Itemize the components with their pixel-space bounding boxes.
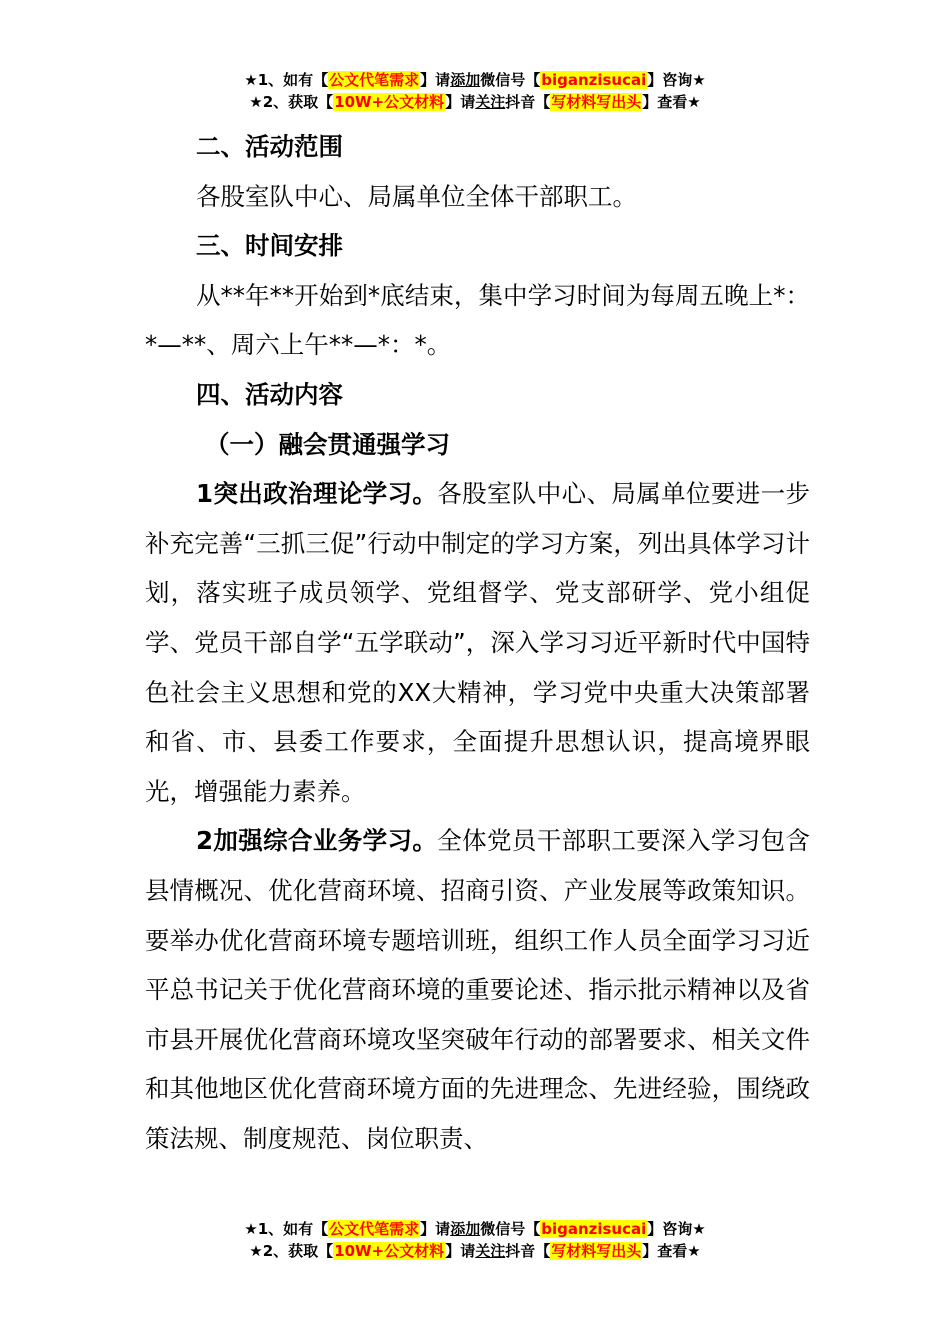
banner-highlight: 10W+公文材料: [334, 93, 445, 111]
banner-text: 】查看★: [642, 93, 701, 111]
header-banner: [0, 69, 950, 113]
item-1-body: 各股室队中心、局属单位要进一步补充完善“三抓三促”行动中制定的学习方案，列出具体学习计划，落实班子成员领学、党组督学、党支部研学、党小组促学、党员干部自学“五学联动”，深入学习习近平新时代中国特色社会主义思想和党的XX大精神，学习党中央重大决策部署和省、市、县委工作要求，全面提升思想认识，提高境界眼光，增强能力素养。: [145, 479, 811, 806]
banner-underlined-text: 关注: [475, 1242, 506, 1260]
document-body: [145, 122, 810, 1163]
banner-text: 抖音【: [505, 93, 551, 111]
banner-text: 微信号【: [480, 1220, 541, 1238]
banner-text: ★1、如有【: [244, 1220, 329, 1238]
item-1-lead: 1突出政治理论学习。: [196, 479, 438, 509]
banner-text: 】请: [445, 1242, 476, 1260]
item-1-paragraph: [145, 469, 810, 816]
banner-highlight: 公文代笔需求: [329, 71, 420, 89]
item-2-lead: 2加强综合业务学习。: [196, 826, 438, 856]
footer-banner: [0, 1218, 950, 1262]
section-heading-content: 四、活动内容: [196, 379, 343, 409]
banner-underlined-text: 关注: [475, 93, 506, 111]
banner-highlight: 公文代笔需求: [329, 1220, 420, 1238]
section-heading-schedule: 三、时间安排: [196, 231, 343, 261]
section-heading-scope: 二、活动范围: [196, 132, 343, 161]
banner-text: ★1、如有【: [244, 71, 329, 89]
banner-line-2: [0, 1240, 950, 1262]
banner-text: 】请: [420, 1220, 451, 1238]
banner-text: 】请: [420, 71, 451, 89]
banner-text: 抖音【: [505, 1242, 551, 1260]
banner-highlight-douyin: 写材料写出头: [551, 1242, 642, 1260]
banner-highlight-wechat-id: biganzisucai: [541, 71, 647, 89]
schedule-paragraph: 从**年**开始到*底结束，集中学习时间为每周五晚上*：*—**、周六上午**—*：*。: [145, 280, 810, 360]
banner-underlined-text: 添加: [450, 71, 481, 89]
banner-text: 微信号【: [480, 71, 541, 89]
banner-text: 】咨询★: [647, 1220, 706, 1238]
banner-text: 】请: [445, 93, 476, 111]
item-2-body: 全体党员干部职工要深入学习包含县情概况、优化营商环境、招商引资、产业发展等政策知识。要举办优化营商环境专题培训班，组织工作人员全面学习习近平总书记关于优化营商环境的重要论述、指示批示精神以及省市县开展优化营商环境攻坚突破年行动的部署要求、相关文件和其他地区优化营商环境方面的先进理念、先进经验，围绕政策法规、制度规范、岗位职责、: [145, 826, 811, 1153]
banner-line-1: [0, 1218, 950, 1240]
banner-line-1: [0, 69, 950, 91]
banner-underlined-text: 添加: [450, 1220, 481, 1238]
banner-highlight-wechat-id: biganzisucai: [541, 1220, 647, 1238]
banner-highlight-douyin: 写材料写出头: [551, 93, 642, 111]
subsection-heading: （一）融会贯通强学习: [205, 429, 450, 459]
banner-highlight: 10W+公文材料: [334, 1242, 445, 1260]
scope-paragraph: 各股室队中心、局属单位全体干部职工。: [196, 181, 637, 211]
banner-text: ★2、获取【: [249, 93, 334, 111]
banner-text: 】咨询★: [647, 71, 706, 89]
banner-text: 】查看★: [642, 1242, 701, 1260]
banner-line-2: [0, 91, 950, 113]
item-2-paragraph: [145, 816, 810, 1163]
banner-text: ★2、获取【: [249, 1242, 334, 1260]
